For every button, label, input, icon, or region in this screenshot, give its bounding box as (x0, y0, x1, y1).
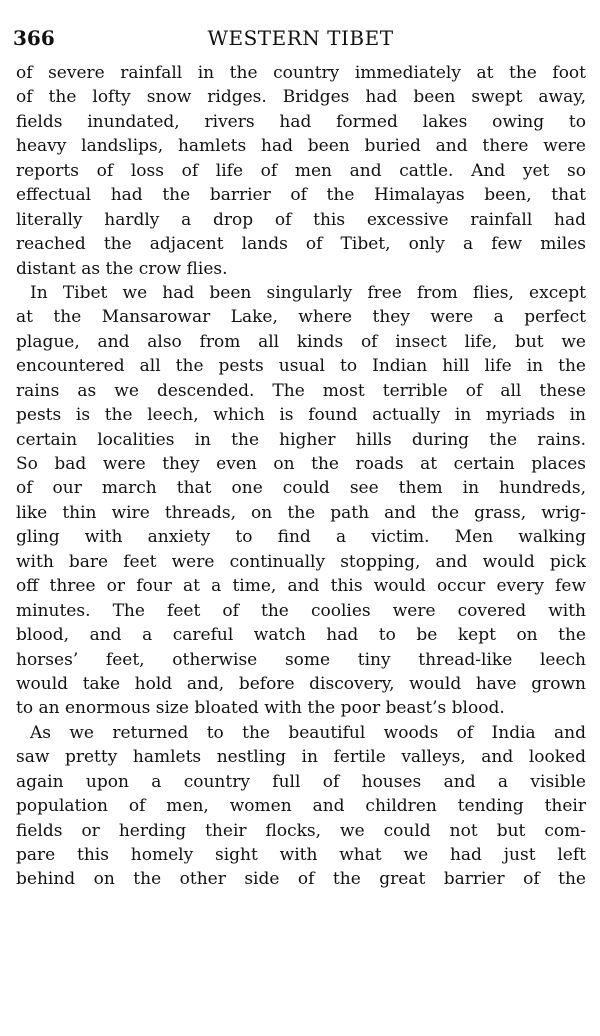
paragraph (16, 61, 586, 281)
text-line: So bad were they even on the roads at certain places (16, 454, 586, 474)
text-line: to an enormous size bloated with the poor beast’s blood. (16, 698, 505, 719)
text-line: pare this homely sight with what we had just left (16, 845, 586, 865)
text-line: pests is the leech, which is found actually in myriads in (16, 405, 586, 426)
text-line: reached the adjacent lands of Tibet, only a few miles (16, 234, 586, 255)
paragraph (16, 721, 586, 892)
text-line: fields inundated, rivers had formed lakes owing to (16, 111, 586, 132)
text-line: at the Mansarowar Lake, where they were a perfect (16, 307, 586, 328)
text-line: plague, and also from all kinds of insect life, but we (16, 331, 586, 352)
text-line: of the lofty snow ridges. Bridges had been swept away, (16, 87, 586, 108)
text-line: In Tibet we had been singularly free from flies, except (30, 282, 586, 303)
text-line: saw pretty hamlets nestling in fertile valleys, and looked (16, 747, 586, 768)
text-line: like thin wire threads, on the path and the grass, wrig- (16, 502, 586, 523)
text-line: reports of loss of life of men and cattle. And yet so (16, 160, 586, 181)
text-line: would take hold and, before discovery, would have grown (16, 673, 586, 694)
text-line: minutes. The feet of the coolies were covered with (16, 600, 586, 621)
text-line: blood, and a careful watch had to be kept on the (16, 625, 586, 646)
text-line: encountered all the pests usual to Indian hill life in the (16, 356, 586, 377)
text-line: distant as the crow flies. (16, 258, 228, 279)
text-line: behind on the other side of the great barrier of the (16, 869, 586, 890)
text-line: with bare feet were continually stopping, and would pick (16, 551, 586, 572)
text-line: As we returned to the beautiful woods of India and (30, 722, 586, 743)
text-line: of our march that one could see them in hundreds, (16, 478, 586, 499)
text-line: again upon a country full of houses and a visible (16, 771, 586, 792)
text-line: off three or four at a time, and this would occur every few (16, 576, 586, 597)
page-number: 366 (13, 26, 55, 50)
running-title: WESTERN TIBET (207, 26, 394, 50)
text-line: rains as we descended. The most terrible of all these (16, 380, 586, 401)
text-line: fields or herding their flocks, we could not but com- (16, 820, 586, 841)
text-line: literally hardly a drop of this excessive rainfall had (16, 209, 586, 230)
body-text (16, 61, 586, 892)
page-header (13, 24, 588, 52)
text-line: gling with anxiety to find a victim. Men walking (16, 527, 586, 548)
text-line: of severe rainfall in the country immediately at the foot (16, 63, 586, 83)
text-line: horses’ feet, otherwise some tiny thread-like leech (16, 649, 586, 670)
text-line: certain localities in the higher hills during the rains. (16, 429, 586, 450)
text-line: heavy landslips, hamlets had been buried and there were (16, 136, 586, 157)
paragraph (16, 281, 586, 721)
text-line: population of men, women and children tending their (16, 796, 586, 817)
text-line: effectual had the barrier of the Himalayas been, that (16, 185, 586, 206)
